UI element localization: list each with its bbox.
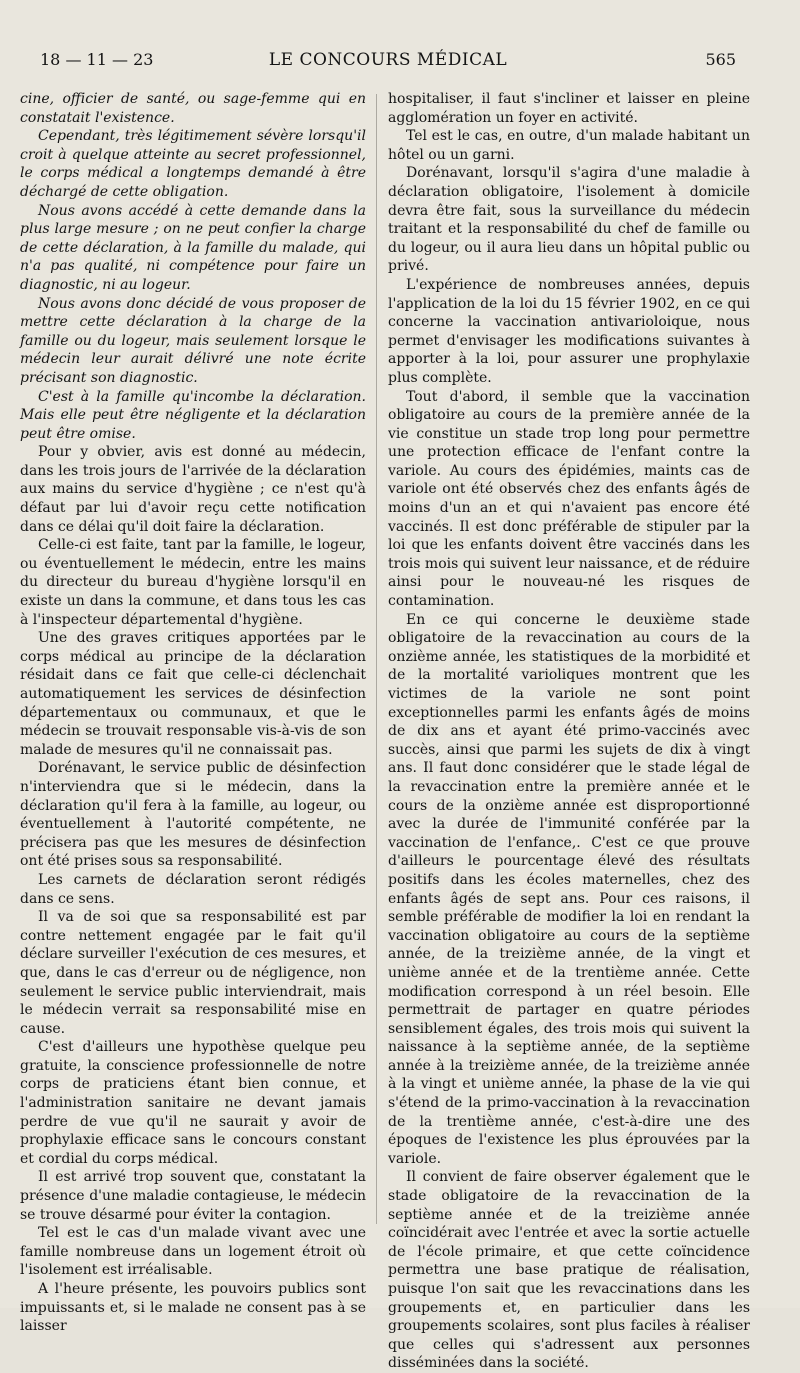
column-divider — [376, 94, 377, 1224]
paragraph: Tel est le cas, en outre, d'un malade habitant un hôtel ou un garni. — [388, 128, 750, 163]
right-column — [388, 90, 750, 1373]
paragraph: Les carnets de déclaration seront rédigés dans ce sens. — [20, 871, 366, 907]
journal-title: LE CONCOURS MÉDICAL — [268, 50, 508, 70]
left-column — [20, 90, 366, 1336]
paragraph: Celle-ci est faite, tant par la famille, le logeur, ou éventuellement le médecin, entre les mains du directeur du bureau d'hygiène lorsqu'il en existe un dans la commune, et dans tous les cas à l'inspecteur départemental d'hygiène. — [20, 537, 366, 628]
page-number: 565 — [705, 50, 736, 69]
paragraph: Nous avons accédé à cette demande dans la plus large mesure ; on ne peut confier la charge de cette déclaration, à la famille du malade, qui n'a pas qualité, ni compétence pour faire un diagnostic, ni au logeur. — [20, 202, 366, 293]
paragraph: Tel est le cas d'un malade vivant avec une famille nombreuse dans un logement étroit où l'isolement est irréalisable. — [20, 1225, 366, 1279]
paragraph: Pour y obvier, avis est donné au médecin, dans les trois jours de l'arrivée de la déclaration aux mains du service d'hygiène ; ce n'est qu'à défaut par lui d'avoir reçu cette notification dans ce délai qu'il doit faire la déclaration. — [20, 444, 366, 535]
issue-date: 18 — 11 — 23 — [40, 50, 154, 69]
paragraph: Cependant, très légitimement sévère lorsqu'il croit à quelque atteinte au secret professionnel, le corps médical a longtemps demandé à être déchargé de cette obligation. — [20, 128, 366, 200]
paragraph: Tout d'abord, il semble que la vaccination obligatoire au cours de la première année de la vie constitue un stade trop long pour permettre une protection efficace de l'enfant contre la variole. Au cours des épidémies, maints cas de variole ont été observés chez des enfants âgés de moins d'un an et qui n'avaient pas encore été vaccinés. Il est donc préférable de stipuler par la loi que les enfants doivent être vaccinés dans les trois mois qui suivent leur naissance, et de réduire ainsi pour le nouveau-né les risques de contamination. — [388, 388, 750, 610]
paragraph: C'est à la famille qu'incombe la déclaration. Mais elle peut être négligente et la déclaration peut être omise. — [20, 388, 366, 442]
running-header — [36, 50, 740, 76]
paragraph: Une des graves critiques apportées par le corps médical au principe de la déclaration résidait dans ce fait que celle-ci déclenchait automatiquement les services de désinfection départementaux ou communaux, et que le médecin se trouvait responsable vis-à-vis de son malade de mesures qu'il ne connaissait pas. — [20, 630, 366, 758]
paragraph: Nous avons donc décidé de vous proposer de mettre cette déclaration à la charge de la famille ou du logeur, mais seulement lorsque le médecin leur aurait délivré une note écrite précisant son diagnostic. — [20, 295, 366, 386]
paragraph: L'expérience de nombreuses années, depuis l'application de la loi du 15 février 1902, en ce qui concerne la vaccination antivarioloique, nous permet d'envisager les modifications suivantes à apporter à la loi, pour assurer une prophylaxie plus complète. — [388, 276, 750, 386]
paragraph: cine, officier de santé, ou sage-femme qui en constatait l'existence. — [20, 91, 366, 126]
paragraph: En ce qui concerne le deuxième stade obligatoire de la revaccination au cours de la onzième année, les statistiques de la morbidité et de la mortalité varioliques montrent que les victimes de la variole ne sont point exceptionnelles parmi les enfants âgés de moins de dix ans et ayant été primo-vaccinés avec succès, ainsi que parmi les sujets de dix à vingt ans. Il faut donc considérer que le stade légal de la revaccination entre la première année et le cours de la onzième année est disproportionné avec la durée de l'immunité conférée par la vaccination de l'enfance,. C'est ce que prouve d'ailleurs le pourcentage élevé des résultats positifs dans les écoles maternelles, chez des enfants âgés de sept ans. Pour ces raisons, il semble préférable de modifier la loi en rendant la vaccination obligatoire au cours de la septième année, de la treizième année, de la vingt et unième année et de la trentième année. Cette modification correspond à un réel besoin. Elle permettrait de partager en quatre périodes sensiblement égales, des trois mois qui suivent la naissance à la septième année, de la septième année à la treizième année, de la treizième année à la vingt et unième année, la phase de la vie qui s'étend de la primo-vaccination à la revaccination de la trentième année, c'est-à-dire une des époques de l'existence les plus éprouvées par la variole. — [388, 611, 750, 1167]
paragraph: Il convient de faire observer également que le stade obligatoire de la revaccination de la septième année et de la treizième année coïncidérait avec l'entrée et avec la sortie actuelle de l'école primaire, et que cette coïncidence permettra une base pratique de réalisation, puisque l'on sait que les revaccinations dans les groupements et, en particulier dans les groupements scolaires, sont plus faciles à réaliser que celles qui s'adressent aux personnes disséminées dans la société. — [388, 1169, 750, 1372]
paragraph: A l'heure présente, les pouvoirs publics sont impuissants et, si le malade ne consent pas à se laisser — [20, 1281, 366, 1335]
paragraph: Dorénavant, lorsqu'il s'agira d'une maladie à déclaration obligatoire, l'isolement à domicile devra être fait, sous la surveillance du médecin traitant et la responsabilité du chef de famille ou du logeur, ou il aura lieu dans un hôpital public ou privé. — [388, 165, 750, 275]
paragraph: Il va de soi que sa responsabilité est par contre nettement engagée par le fait qu'il déclare surveiller l'exécution de ces mesures, et que, dans le cas d'erreur ou de négligence, non seulement le service public interviendrait, mais le médecin verrait sa responsabilité mise en cause. — [20, 909, 366, 1037]
paragraph: Il est arrivé trop souvent que, constatant la présence d'une maladie contagieuse, le médecin se trouve désarmé pour éviter la contagion. — [20, 1169, 366, 1223]
paragraph: hospitaliser, il faut s'incliner et laisser en pleine agglomération un foyer en activité. — [388, 91, 750, 126]
paragraph: C'est d'ailleurs une hypothèse quelque peu gratuite, la conscience professionnelle de notre corps de praticiens étant bien connue, et l'administration sanitaire ne devant jamais perdre de vue qu'il ne saurait y avoir de prophylaxie efficace sans le concours constant et cordial du corps médical. — [20, 1039, 366, 1167]
paragraph: Dorénavant, le service public de désinfection n'interviendra que si le médecin, dans la déclaration qu'il fera à la famille, au logeur, ou éventuellement à l'autorité compétente, ne précisera pas que les mesures de désinfection ont été prises sous sa responsabilité. — [20, 760, 366, 870]
